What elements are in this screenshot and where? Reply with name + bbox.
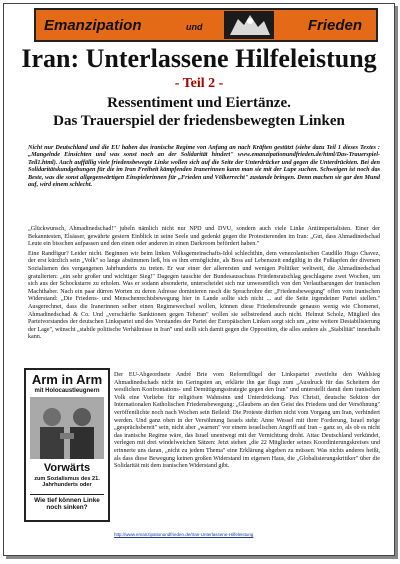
box-photo — [30, 397, 104, 459]
header-banner — [34, 8, 378, 42]
page-subtitle: - Teil 2 - — [174, 76, 224, 91]
body-text — [28, 226, 380, 342]
box-question: Wie tief können Linke noch sinken? — [34, 497, 100, 512]
section-heading-1: Ressentiment und Eiertänze. — [107, 95, 291, 111]
page-title: Iran: Unterlassene Hilfeleistung — [21, 44, 377, 73]
box-divider — [30, 494, 104, 495]
document-page — [3, 3, 395, 556]
banner-logo-image — [224, 11, 274, 39]
sidebar-box — [24, 368, 110, 522]
box-subtitle: mit Holocaustleugnern — [34, 388, 100, 394]
body-paragraph-1: „Glückwunsch, Ahmadinedschad!" jubeln nämlich nicht nur NPD und DVU, sondern auch viele Linke Antiimperialisten. Einer der Bekanntesten, Elsässer, gewährte gestern Einblick in seine Seele und gedenkt gegen die Protestierenden im Iran: „Gut, dass Ahmadinedschad Leute ein bisschen aufpassen und den einen oder anderen in einen Darkroom befördert haben." — [28, 226, 380, 248]
right-column-text: Der EU-Abgeordnete André Brie vom Reformflügel der Linkspartei zweifelte den Wahlsieg Ahmadinedschads nicht im Geringsten an, erklärte ihn gar flugs zum „Ausdruck für das Scheitern der westlichen Konfrontations- und Demütigungsstrategie gegen den Iran" und unterstellt damit dem iranischen Volk eine Vorliebe für religiösen Wahnsinn und Unterdrückung. Pax Christi, deutsche Sektion der Internationalen Katholischen Friedensbewegung: „Glaubens an den Geist des Friedens und der Versöhnung" veröffentlichte noch nach Wochen sein Beileid: Die Proteste dürften nicht vom Vorgang um Iran, verhindert werden. Und ganz oben in der Versöhnung Israels steht: Anne Wessel mit ihrer Forderung, Israel möge „gesprächsbereit" sein, nicht aber „warnen" vor einem israelischen Angriff auf Iran – ganz so, als ob es nicht das iranische Regime wäre, das Israel unentwegt mit der Vernichtung droht. Attac Deutschland verkündet, verlegen mit drei windelweichen Sätzen: Jetzt stehen „die 22 Mitglieder seines Koordinierungskreises und erinnerte uns daran, „nicht zu jedem Thema" eine Erklärung abgeben zu müssen. Was nichts anderes heißt, als dass diese Bewegung keinen großen Widerstand im eigenen Haus, die „Globalisierungskritiker" über die Solidarität mit dem iranischen Widerstand gibt. — [114, 372, 380, 470]
banner-right-text: Frieden — [307, 17, 362, 34]
lead-paragraph: Nicht nur Deutschland und die EU haben das iranische Regime von Anfang an nach Kräften gestützt (siehe dazu Teil 1 dieses Textes : „Mangelnde Einsichten und was sonst noch an der Solidarität hindert" www.emanzipationundfrieden.de/html/Das-Trauerspiel-Teil1.html). Auch auffällig viele friedensbewegte Linke wollen sich auf die Seite der Unterdrücker und gegen die Unterdrückten. Bei den Solidaritätskundgebungen für die im Iran Freiheit kämpfenden Iranerinnen kann man sie mit der Lupe suchen. Schweigen ist noch das Beste, was die sonst allgegenwärtigen Einspielerinnen für „Frieden und Völkerrecht" zustande bringen. Denn machen sie gar den Mund auf, wird einem schlecht. — [28, 144, 380, 189]
body-paragraph-2: Eine Randfigur? Leider nicht. Beginnen wir beim linken Volksgemeinschafts-Idol schlechthin, dem venezolanischen Caudillo Hugo Chavez, der erst kürzlich sein „Volk" so lange abstimmen ließ, bis es ihm ermöglichte, als Boss auf Lebenszeit endgültig in die Fußtapfen der diversen Sozialismen des vergangenen Jahrhunderts zu treten. Er war einer der allerersten und wenigen Politiker weltweit, die Ahmadinedschad gratulierten: „ein sehr großer und wichtiger Sieg!" Dagegen tauschte der Bundesausschuss Friedensratschlag geschlagene zwei Wochen, um sich aus der Schockstarre zu erholen. Was er sodann absonderte, unterscheidet sich nur unwesentlich von den Verlautbarungen der iranischen Machthaber. Nach ein paar dürren Worten zu deren Adresse dominieren rasch die Sprachrohre der „Friedensbewegung" offen vom iranischen Widerstand: „Die Friedens- und Menschenrechtsbewegung hier in Lande sollte sich nicht ... auf die Seite irgendeiner Partei stellen." Ausgerechnet, dass die Iranerinnen selber einen Regimewechsel wollen, können diese Friedensfreunde genauso wenig wie Chomenei, Ahmadinedschad & Co. Und „verschärfte Sanktionen gegen Teheran" wollen sie selbstredend auch nicht. Helmut Scholz, Mitglied des Parteivorstandes der deutschen Linkspartei und des Vorstandes der Partei der Europäischen Linken sorgt sich um „eine weitere Destabilisierung der Lage", wünscht „stabile politische Verhältnisse in Iran" und stellt sich damit gegen die Opposition, die alles andere als „Stabilität" innerhalb kann. — [28, 250, 380, 341]
banner-mid-text: und — [186, 22, 203, 32]
box-vorwaerts-heading: Vorwärts — [43, 462, 91, 474]
footnote-link[interactable]: http://www.emanzipationundfrieden.de/Iran-Unterlassene-Hilfeleistung — [114, 532, 254, 537]
banner-left-text: Emanzipation — [44, 17, 142, 34]
box-vorwaerts-sub: zum Sozialismus des 21. Jahrhunderts oder — [34, 476, 100, 489]
box-title: Arm in Arm — [31, 372, 103, 387]
section-heading-2: Das Trauerspiel der friedensbewegten Linken — [53, 113, 345, 129]
